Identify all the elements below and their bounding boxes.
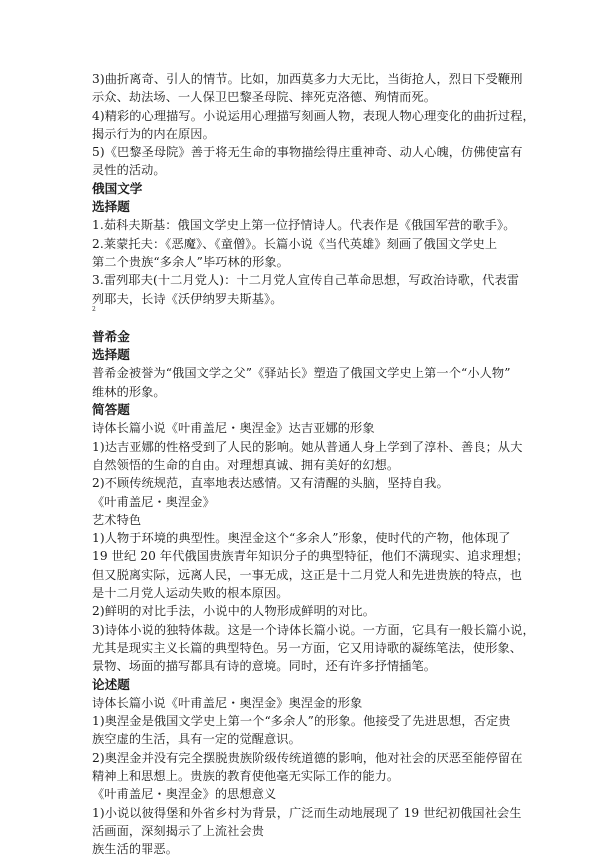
text-line: 3)曲折离奇、引人的情节。比如，加西莫多力大无比，当街抢人，烈日下受鞭刑 [92,72,523,86]
text-line: 2)鲜明的对比手法，小说中的人物形成鲜明的对比。 [92,604,376,619]
text-line: 2)奥涅金并没有完全摆脱贵族阶级传统道德的影响，他对社会的厌恶至能停留在 [92,750,523,765]
text-line: 《叶甫盖尼・奥涅金》 [92,494,215,509]
text-line: 3)诗体小说的独特体裁。这是一个诗体长篇小说。一方面，它具有一般长篇小说， [92,622,535,637]
text-line: 4)精彩的心理描写。小说运用心理描写刻画人物，表现人物心理变化的曲折过程， [92,108,535,123]
text-line: 2)不顾传统规范，直率地表达感情。又有清醒的头脑，坚持自我。 [92,476,449,491]
text-line: 诗体长篇小说《叶甫盖尼・奥涅金》达吉亚娜的形象 [92,421,375,436]
text-line: 诗体长篇小说《叶甫盖尼・奥涅金》奥涅金的形象 [92,695,363,710]
section-heading: 选择题 [92,199,130,215]
text-line: 普希金被誉为“俄国文学之父”《驿站长》塑造了俄国文学史上第一个“小人物” [92,366,511,381]
section-heading: 俄国文学 [92,180,143,196]
text-line: 1)奥涅金是俄国文学史上第一个“多余人”的形象。他接受了先进思想，否定贵 [92,714,511,729]
text-line: 1)达吉亚娜的性格受到了人民的影响。她从普通人身上学到了淳朴、善良；从大 [92,439,523,454]
section-heading: 选择题 [92,347,130,363]
text-line: 但又脱离实际，远离人民，一事无成，这正是十二月党人和先进贵族的特点，也 [92,567,523,582]
text-line: 1.茹科夫斯基：俄国文学史上第一位抒情诗人。代表作是《俄国军营的歌手》。 [92,218,516,233]
text-line: 1)小说以彼得堡和外省乡村为背景，广泛而生动地展现了 19 世纪初俄国社会生 [92,805,522,820]
footnote-marker: 2 [92,305,96,313]
text-line: 5)《巴黎圣母院》善于将无生命的事物描绘得庄重神奇、动人心魄，仿佛使富有 [92,145,523,160]
text-line: 尤其是现实主义长篇的典型特色。另一方面，它又用诗歌的凝练笔法，使形象、 [92,640,523,655]
text-line: 3.雷列耶夫(十二月党人)：十二月党人宣传自己革命思想，写政治诗歌，代表雷 [92,273,520,288]
text-line: 精神上和思想上。贵族的教育使他毫无实际工作的能力。 [92,768,400,783]
text-line: 艺术特色 [92,512,142,527]
text-line: 列耶夫，长诗《沃伊纳罗夫斯基》。 [92,291,283,306]
section-heading: 普希金 [92,328,130,344]
text-line: 示众、劫法场、一人保卫巴黎圣母院、摔死克洛德、殉情而死。 [92,90,437,105]
section-heading: 论述题 [92,676,130,692]
text-line: 1)人物于环境的典型性。奥涅金这个“多余人”形象，使时代的产物，他体现了 [92,531,511,546]
text-line: 族空虚的生活，具有一定的觉醒意识。 [92,732,301,747]
text-line: 活画面，深刻揭示了上流社会贵 [92,823,265,838]
text-line: 是十二月党人运动失败的根本原因。 [92,586,289,601]
text-line: 自然领悟的生命的自由。对理想真诚、拥有美好的幻想。 [92,457,400,472]
text-line: 灵性的活动。 [92,163,166,178]
text-line: 维林的形象。 [92,384,166,399]
text-line: 第二个贵族“多余人”毕巧林的形象。 [92,254,289,269]
section-heading: 简答题 [92,402,130,418]
text-line: 揭示行为的内在原因。 [92,126,215,141]
text-line: 景物、场面的描写都具有诗的意境。同时，还有许多抒情插笔。 [92,659,437,674]
text-line: 族生活的罪恶。 [92,842,179,857]
document-body [92,70,535,858]
text-line: 《叶甫盖尼・奥涅金》的思想意义 [92,787,277,802]
text-line: 19 世纪 20 年代俄国贵族青年知识分子的典型特征，他们不满现实、追求理想； [92,549,529,564]
text-line: 2.莱蒙托夫：《恶魔》、《童僧》。长篇小说《当代英雄》刻画了俄国文学史上 [92,236,498,251]
